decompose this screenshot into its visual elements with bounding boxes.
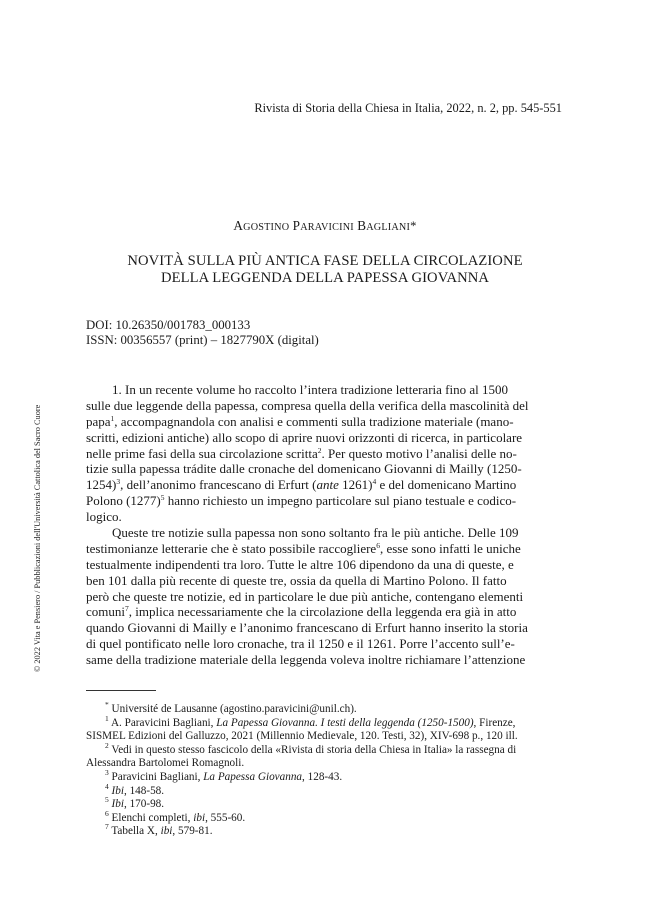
article-identifiers (86, 318, 319, 348)
footnote-5: $^5$ Ibi, 170-98. (105, 795, 165, 811)
footnote-ref[interactable]: 2 (317, 445, 322, 455)
body-line: testimonianze letterarie che è stato possibile raccogliere$^6$, esse sono infatti le uniche (86, 540, 521, 556)
author-name: AGOSTINO PARAVICINI BAGLIANI* (233, 218, 417, 233)
copyright-sidebar: © 2022 Vita e Pensiero / Pubblicazioni dell'Università Cattolica del Sacro Cuore (33, 404, 42, 672)
body-line: sulle due leggende della papessa, compresa quella della verifica della mascolinità del (86, 397, 529, 413)
article-title (0, 253, 650, 287)
body-line: scritti, edizioni antiche) allo scopo di aprire nuovi orizzonti di ricerca, in particolare (86, 429, 523, 445)
body-line: Queste tre notizie sulla papessa non sono soltanto fra le più antiche. Delle 109 (112, 525, 519, 541)
footnote-ref[interactable]: 4 (372, 477, 377, 487)
body-line: same della tradizione materiale della leggenda voleva inoltre richiamare l’attenzione (86, 652, 526, 668)
body-line: tizie sulla papessa trádite dalle cronache del domenicano Giovanni di Mailly (1250- (86, 461, 522, 477)
journal-citation: Rivista di Storia della Chiesa in Italia, 2022, n. 2, pp. 545-551 (254, 101, 562, 115)
doi: DOI: 10.26350/001783_000133 (86, 318, 251, 332)
footnote-2: $^2$ Vedi in questo stesso fascicolo della «Rivista di storia della Chiesa in Italia» la rassegna di (105, 740, 517, 756)
footnote-6: $^6$ Elenchi completi, ibi, 555-60. (105, 808, 246, 824)
footnotes (86, 700, 567, 839)
footnote-7: $^7$ Tabella X, ibi, 579-81. (105, 822, 213, 838)
footnote-ref[interactable]: 1 (110, 413, 115, 423)
footnote-ref[interactable]: 6 (376, 540, 380, 550)
body-line: però che queste tre notizie, ed in particolare le due più antiche, contengano elementi (86, 588, 524, 604)
footnote-ref[interactable]: 3 (116, 477, 121, 487)
footnote-star: * Université de Lausanne (agostino.paravicini@unil.ch). (105, 700, 357, 715)
body-line: ben 101 dalla più recente di queste tre, ossia da quella di Martino Polono. Il fatto (86, 572, 507, 588)
body-line: quando Giovanni di Mailly e l’anonimo francescano di Erfurt hanno inserito la storia (86, 620, 528, 636)
footnote-ref[interactable]: 7 (125, 604, 129, 614)
body-line: Polono $(1277)^5$ hanno richiesto un impegno particolare sul piano testuale e codico- (86, 493, 517, 509)
body-line: logico. (86, 509, 122, 525)
footnote-ref[interactable]: 5 (160, 493, 165, 503)
body-line: nelle prime fasi della sua circolazione scritta$^2$. Per questo motivo l’analisi delle no- (86, 445, 517, 461)
footnote-4: $^4$ Ibi, 148-58. (105, 781, 165, 797)
article-title-line-2: DELLA LEGGENDA DELLA PAPESSA GIOVANNA (160, 270, 490, 286)
footnote-2-cont: Alessandra Bartolomei Romagnoli. (86, 757, 245, 770)
article-body (86, 382, 567, 668)
body-line: di quel pontificato nelle loro cronache, tra il 1250 e il 1261. Porre l’accento sull’e- (86, 636, 515, 652)
body-line: 1254)$^3$, dell’anonimo francescano di Erfurt (ante 1261)$^4$ e del domenicano Martino (86, 477, 517, 493)
footnote-1: $^1$ A. Paravicini Bagliani, La Papessa Giovanna. I testi della leggenda (1250-1500), Firenze, (105, 713, 516, 729)
footnote-3: $^3$ Paravicini Bagliani, La Papessa Giovanna, 128-43. (105, 767, 343, 783)
body-line: testualmente indipendenti tra loro. Tutte le altre 106 dipendono da una di queste, e (86, 556, 514, 572)
issn: ISSN: 00356557 (print) – 1827790X (digital) (86, 333, 319, 347)
footnote-1-cont: SISMEL Edizioni del Galluzzo, 2021 (Millennio Medievale, 120. Testi, 32), XIV-698 p., 120 ill. (86, 730, 518, 743)
body-line: 1. In un recente volume ho raccolto l’intera tradizione letteraria fino al 1500 (112, 382, 508, 397)
article-title-line-1: NOVITÀ SULLA PIÙ ANTICA FASE DELLA CIRCOLAZIONE (127, 253, 523, 269)
body-line: comuni$^7$, implica necessariamente che la circolazione della leggenda era già in atto (86, 604, 517, 620)
footnote-divider (86, 690, 156, 691)
body-line: papa$^1$, accompagnandola con analisi e commenti sulla tradizione materiale (mano- (86, 413, 514, 429)
